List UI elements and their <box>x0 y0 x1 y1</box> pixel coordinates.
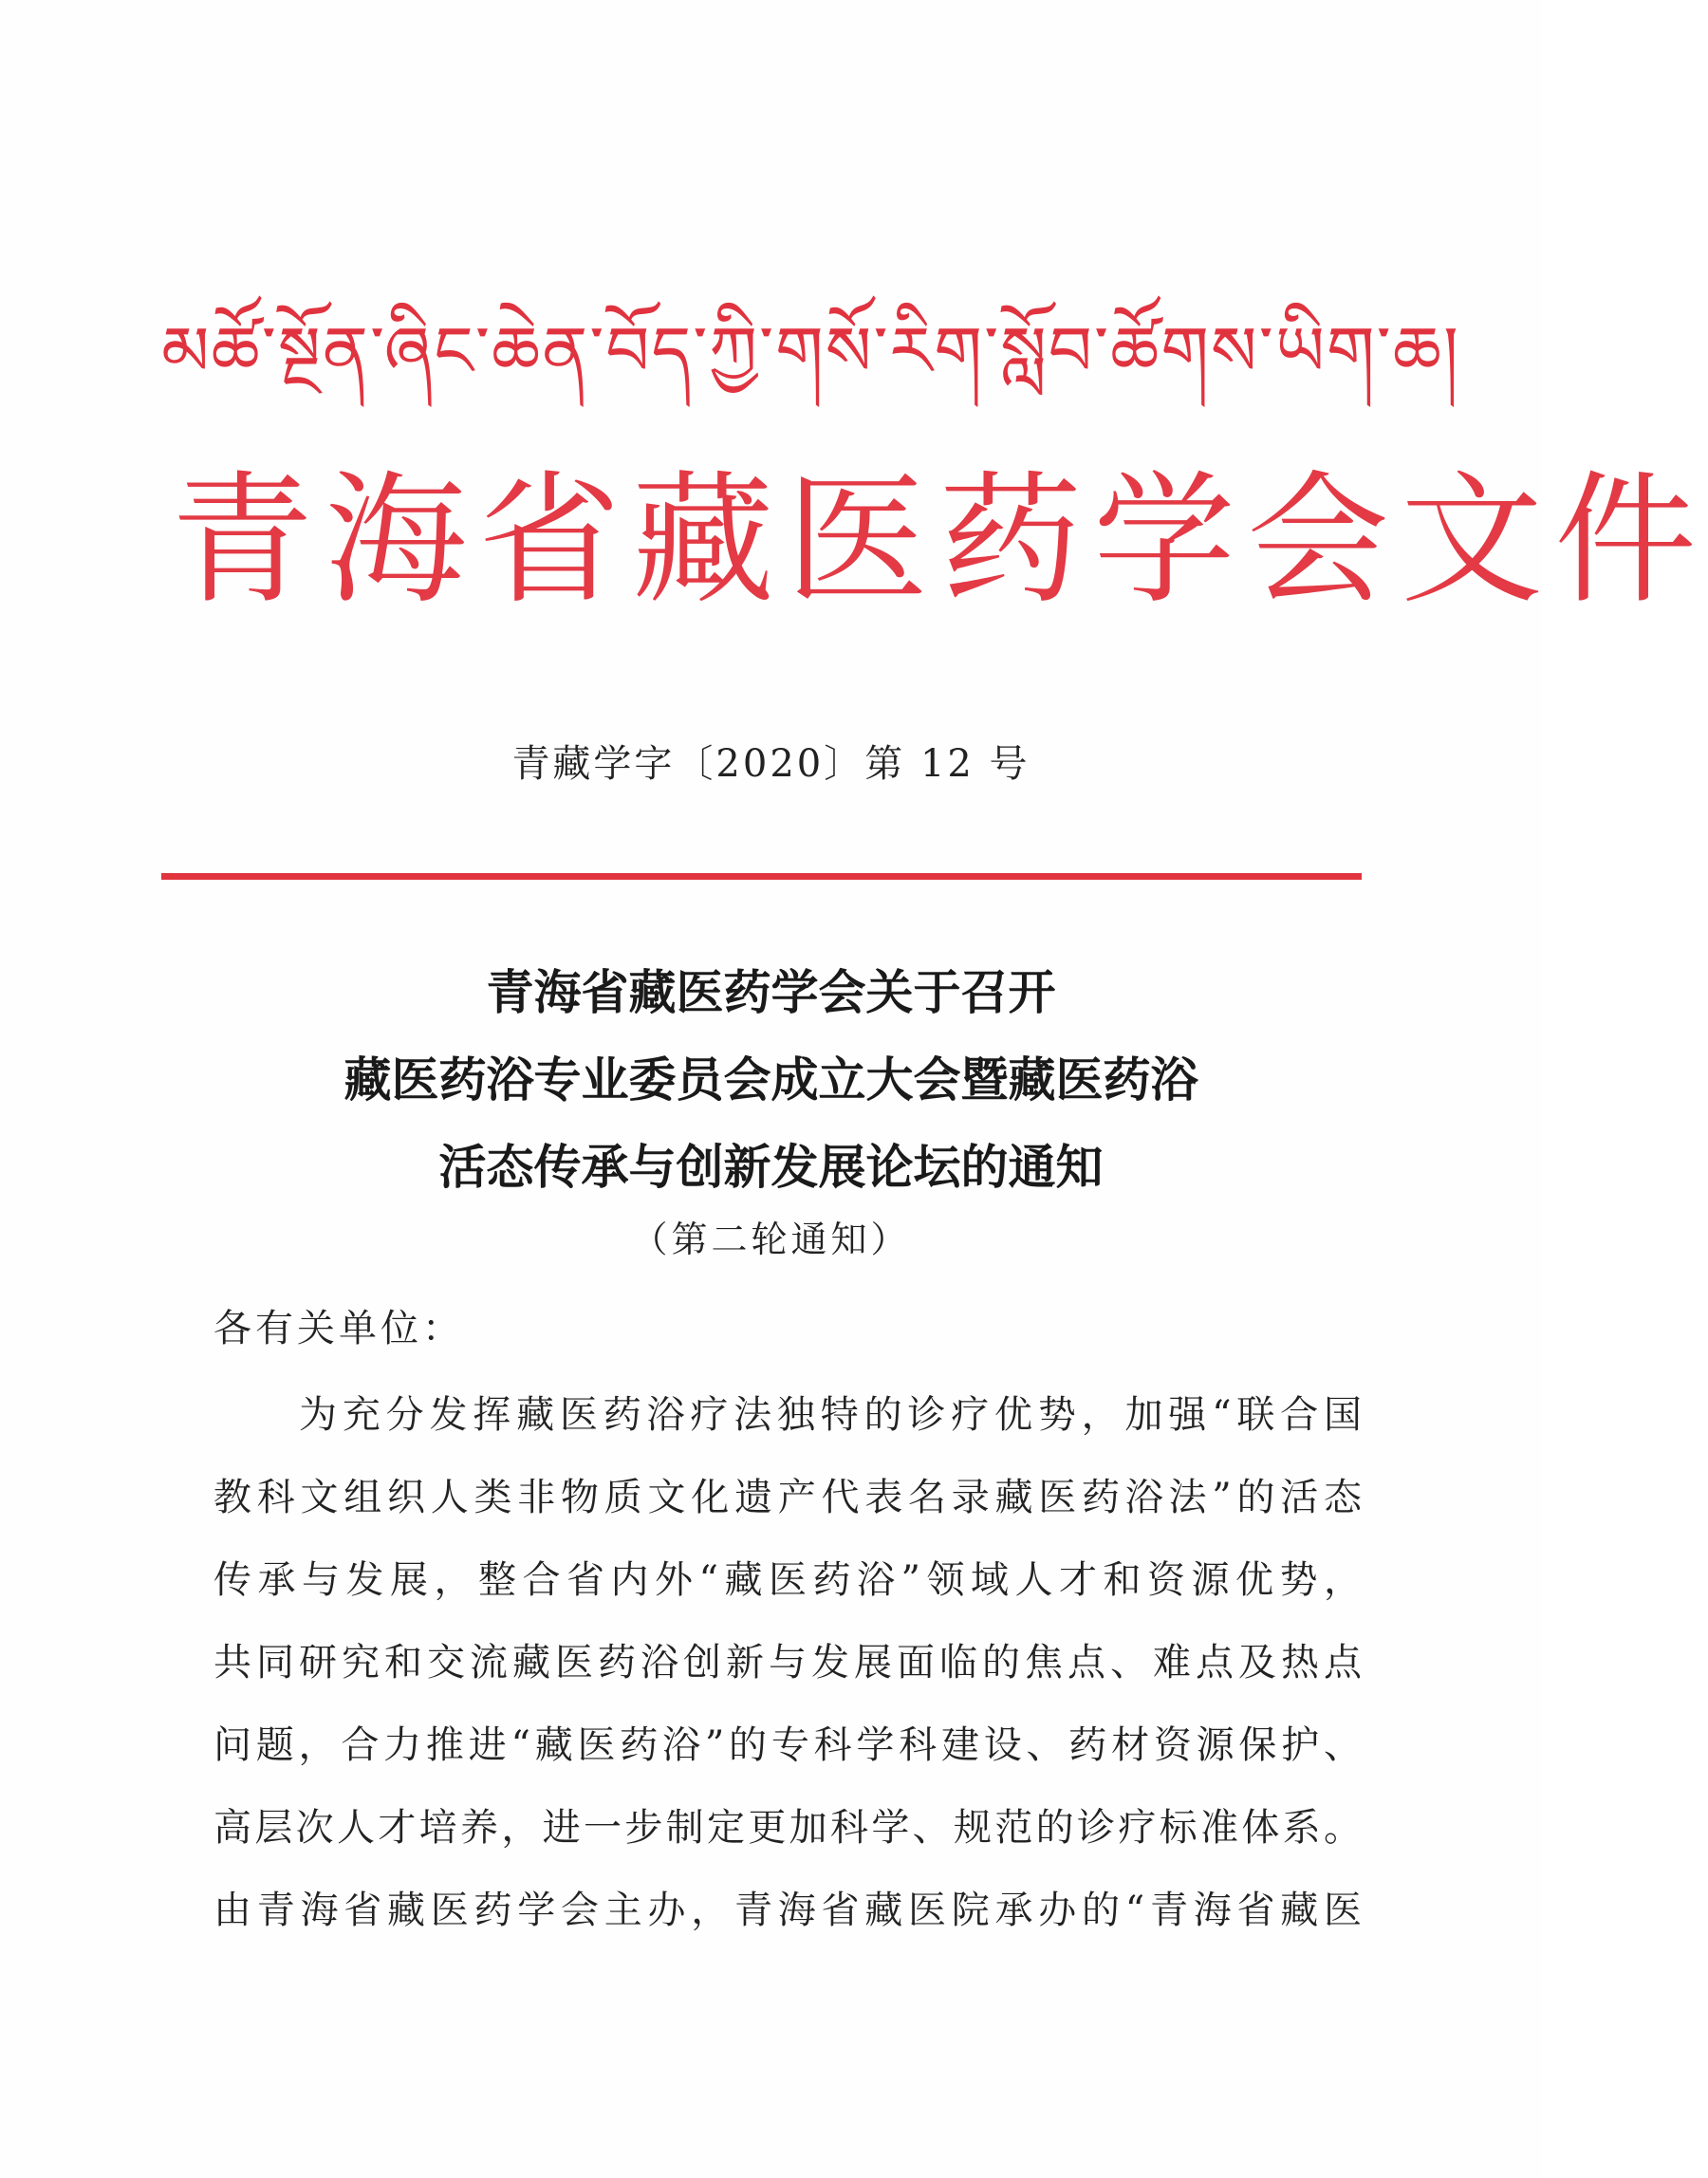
header-chinese-title: 青海省藏医药学会文件 <box>171 458 1708 624</box>
salutation: 各有关单位： <box>214 1307 464 1350</box>
body-paragraph <box>214 1374 1362 1952</box>
notice-title-line-3: 活态传承与创新发展论坛的通知 <box>438 1140 1104 1195</box>
notice-title-line-1: 青海省藏医药学会关于召开 <box>486 965 1056 1020</box>
body-line: 教科文组织人类非物质文化遗产代表名录藏医药浴法”的活态 <box>214 1476 1362 1519</box>
body-line: 高层次人才培养，进一步制定更加科学、规范的诊疗标准体系。 <box>214 1806 1362 1850</box>
body-line: 共同研究和交流藏医药浴创新与发展面临的焦点、难点及热点 <box>214 1641 1362 1685</box>
header-tibetan-title: མཚོ་སྔོན་ཞིང་ཆེན་བོད་ཀྱི་གསོ་རིག་སློབ་ཚོགས་ཡིག་ཆ། <box>161 311 1461 391</box>
body-line: 问题，合力推进“藏医药浴”的专科学科建设、药材资源保护、 <box>214 1723 1362 1767</box>
document-number: 青藏学字〔2020〕第 12 号 <box>511 742 1030 786</box>
red-divider <box>161 873 1362 880</box>
notice-title <box>0 949 1542 1211</box>
notice-subtitle: （第二轮通知） <box>631 1219 911 1260</box>
body-line: 传承与发展，整合省内外“藏医药浴”领域人才和资源优势， <box>214 1558 1362 1602</box>
notice-title-line-2: 藏医药浴专业委员会成立大会暨藏医药浴 <box>343 1052 1198 1108</box>
body-line: 为充分发挥藏医药浴疗法独特的诊疗优势，加强“联合国 <box>299 1393 1362 1437</box>
body-line: 由青海省藏医药学会主办，青海省藏医院承办的“青海省藏医 <box>214 1889 1362 1932</box>
